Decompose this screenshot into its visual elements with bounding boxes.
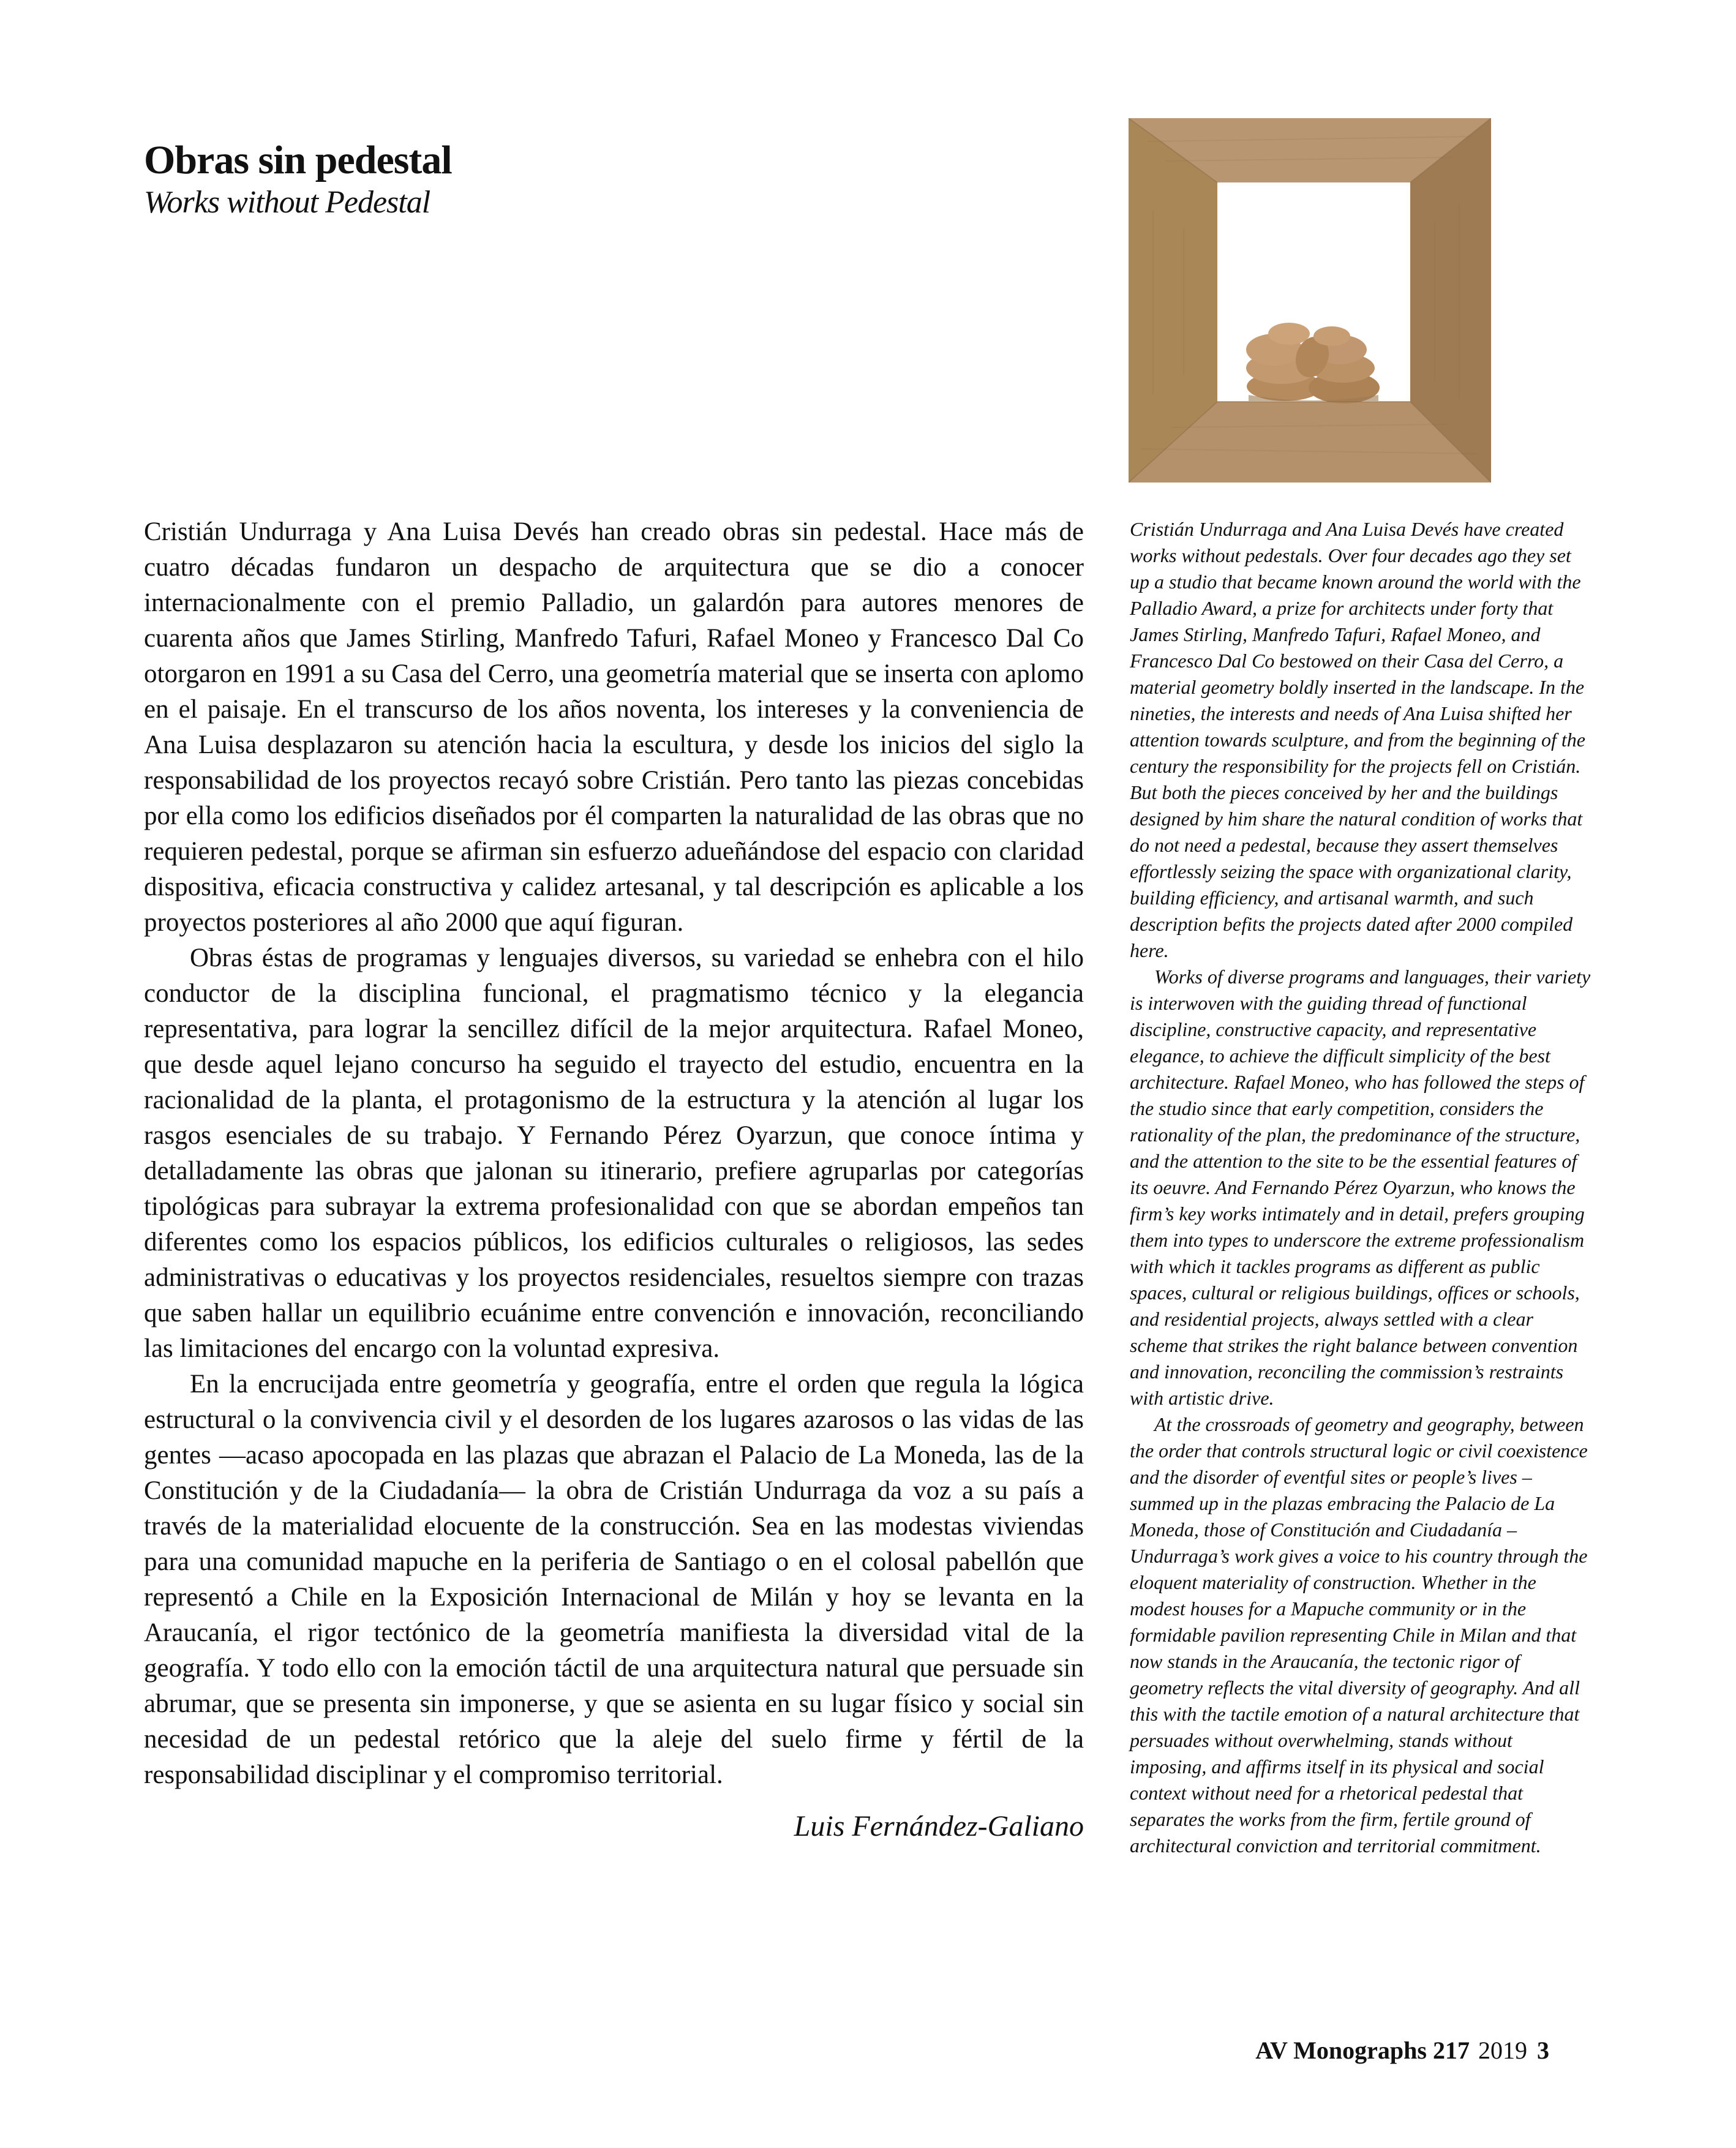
page-subtitle: Works without Pedestal (144, 185, 430, 220)
artwork-photo (1129, 118, 1491, 483)
journal-title: AV Monographs 217 (1255, 2037, 1470, 2064)
english-paragraph-1: Cristián Undurraga and Ana Luisa Devés have created works without pedestals. Over four decades ago they set up a studio that became known around the world with the Palladio Award, a prize for architects under forty that James Stirling, Manfredo Tafuri, Rafael Moneo, and Francesco Dal Co bestowed on their Casa del Cerro, a material geometry boldly inserted in the landscape. In the nineties, the interests and needs of Ana Luisa shifted her attention towards sculpture, and from the beginning of the century the responsibility for the projects fell on Cristián. But both the pieces conceived by her and the buildings designed by him share the natural condition of works that do not need a pedestal, because they assert themselves effortlessly seizing the space with organizational clarity, building efficiency, and artisanal warmth, and such description befits the projects dated after 2000 compiled here. (1130, 518, 1585, 961)
spanish-paragraph-1: Cristián Undurraga y Ana Luisa Devés han creado obras sin pedestal. Hace más de cuatro décadas fundaron un despacho de arquitectura que se dio a conocer internacionalmente con el premio Palladio, un galardón para autores menores de cuarenta años que James Stirling, Manfredo Tafuri, Rafael Moneo y Francesco Dal Co otorgaron en 1991 a su Casa del Cerro, una geometría material que se inserta con aplomo en el paisaje. En el transcurso de los años noventa, los intereses y la conveniencia de Ana Luisa desplazaron su atención hacia la escultura, y desde los inicios del siglo la responsabilidad de los proyectos recayó sobre Cristián. Pero tanto las piezas concebidas por ella como los edificios diseñados por él comparten la naturalidad de las obras que no requieren pedestal, porque se afirman sin esfuerzo adueñándose del espacio con claridad dispositiva, eficacia constructiva y calidez artesanal, y tal descripción es aplicable a los proyectos posteriores al año 2000 que aquí figuran. (144, 517, 1084, 937)
english-paragraph-3: At the crossroads of geometry and geography, between the order that controls structural logic or civil coexistence and the disorder of eventful sites or people’s lives – summed up in the plazas embracing the Palacio de La Moneda, those of Constitución and Ciudadanía – Undurraga’s work gives a voice to his country through the eloquent materiality of construction. Whether in the modest houses for a Mapuche community or in the formidable pavilion representing Chile in Milan and that now stands in the Araucanía, the tectonic rigor of geometry reflects the vital diversity of geography. And all this with the tactile emotion of a natural architecture that persuades without overwhelming, stands without imposing, and affirms itself in its physical and social context without need for a rhetorical pedestal that separates the works from the firm, fertile ground of architectural conviction and territorial commitment. (1130, 1413, 1588, 1857)
issue-year: 2019 (1478, 2037, 1527, 2064)
spanish-column (144, 514, 1084, 1844)
page-number: 3 (1537, 2037, 1549, 2064)
author-signature: Luis Fernández-Galiano (794, 1810, 1084, 1842)
wooden-frame-sculpture-image (1129, 118, 1491, 483)
spanish-paragraph-2: Obras éstas de programas y lenguajes diversos, su variedad se enhebra con el hilo conductor de la disciplina funcional, el pragmatismo técnico y la elegancia representativa, para lograr la sencillez difícil de la mejor arquitectura. Rafael Moneo, que desde aquel lejano concurso ha seguido el trayecto del estudio, encuentra en la racionalidad de la planta, el protagonismo de la estructura y la atención al lugar los rasgos esenciales de su trabajo. Y Fernando Pérez Oyarzun, que conoce íntima y detalladamente las obras que jalonan su itinerario, prefiere agruparlas por categorías tipológicas para subrayar la extrema profesionalidad con que se abordan empeños tan diferentes como los espacios públicos, los edificios culturales o religiosos, las sedes administrativas o educativas y los proyectos residenciales, resueltos siempre con trazas que saben hallar un equilibrio ecuánime entre convención e innovación, reconciliando las limitaciones del encargo con la voluntad expresiva. (144, 944, 1084, 1363)
spanish-paragraph-3: En la encrucijada entre geometría y geografía, entre el orden que regula la lógica estructural o la convivencia civil y el desorden de los lugares azarosos o las vidas de las gentes —acaso apocopada en las plazas que abrazan el Palacio de La Moneda, las de la Constitución y de la Ciudadanía— la obra de Cristián Undurraga da voz a su país a través de la materialidad elocuente de la construcción. Sea en las modestas viviendas para una comunidad mapuche en la periferia de Santiago o en el colosal pabellón que representó a Chile en la Exposición Internacional de Milán y hoy se levanta en la Araucanía, el rigor tectónico de la geometría manifiesta la diversidad vital de la geografía. Y todo ello con la emoción táctil de una arquitectura natural que persuade sin abrumar, que se presenta sin imponerse, y que se asienta en su lugar físico y social sin necesidad de un pedestal retórico que la aleje del suelo firme y fértil de la responsabilidad disciplinar y el compromiso territorial. (144, 1370, 1084, 1789)
english-paragraph-2: Works of diverse programs and languages, their variety is interwoven with the guiding thread of functional discipline, constructive capacity, and representative elegance, to achieve the difficult simplicity of the best architecture. Rafael Moneo, who has followed the steps of the studio since that early competition, considers the rationality of the plan, the predominance of the structure, and the attention to the site to be the essential features of its oeuvre. And Fernando Pérez Oyarzun, who knows the firm’s key works intimately and in detail, prefers grouping them into types to underscore the extreme professionalism with which it tackles programs as different as public spaces, cultural or religious buildings, offices or schools, and residential projects, always settled with a clear scheme that strikes the right balance between convention and innovation, reconciling the commission’s restraints with artistic drive. (1130, 966, 1591, 1409)
masthead (144, 138, 452, 220)
page-footer (1255, 2037, 1549, 2065)
english-column (1130, 516, 1592, 1859)
page-title: Obras sin pedestal (144, 138, 452, 182)
